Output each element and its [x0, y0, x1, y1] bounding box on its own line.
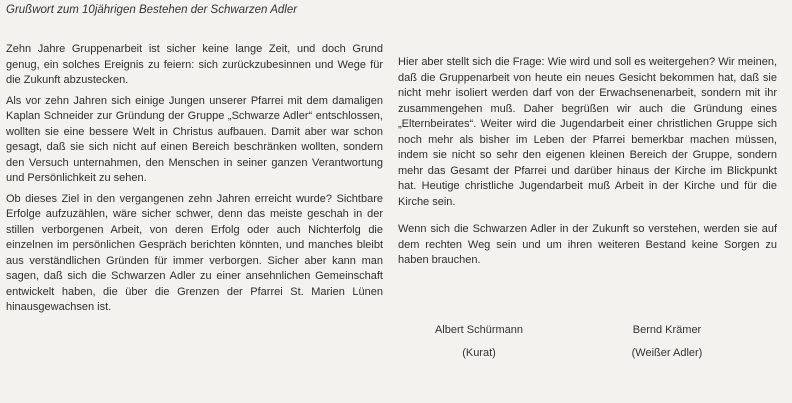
paragraph: Als vor zehn Jahren sich einige Jungen unserer Pfarrei mit dem damaligen Kaplan Schneider zur Gründung der Gruppe „Schwarze Adler“ entschlossen, wollten sie eine bessere Welt in Christus aufbauen. Damit aber war schon gesagt, daß sie sich nicht auf einen Bereich beschränken wollten, sondern den Versuch unternahmen, den Menschen in seiner ganzen Verantwortung und Persönlichkeit zu sehen. — [6, 94, 383, 184]
paragraph: Zehn Jahre Gruppenarbeit ist sicher keine lange Zeit, und doch Grund genug, ein solches Ereignis zu feiern: sich zurückzubesinnen und Wege für die Zukunft abzustecken. — [6, 43, 383, 86]
signature-2 — [592, 320, 742, 363]
page-title: Grußwort zum 10jährigen Bestehen der Schwarzen Adler — [6, 4, 298, 16]
signature-role: (Weißer Adler) — [631, 347, 703, 359]
right-column — [398, 55, 777, 274]
paragraph: Hier aber stellt sich die Frage: Wie wird und soll es weitergehen? Wir meinen, daß die Gruppenarbeit von heute ein neues Gesicht bekommen hat, daß sie nicht mehr isoliert werden darf von der Erwachsenenarbeit, sondern mit ihr zusammengehen muß. Daher begrüßen wir auch die Gründung eines „Elternbeirates“. Weiter wird die Jugendarbeit einer christlichen Gruppe sich noch mehr als bisher im Leben der Pfarrei bemerkbar machen müssen, indem sie nicht so sehr den eigenen kleinen Bereich der Gruppe, sondern mehr das Gesamt der Pfarrei und darüber hinaus der Kirche im Blickpunkt hat. Heutige christliche Jugendarbeit muß Arbeit in der Kirche und für die Kirche sein. — [398, 56, 777, 208]
paragraph: Ob dieses Ziel in den vergangenen zehn Jahren erreicht wurde? Sichtbare Erfolge aufzuzählen, wäre sicher schwer, denn das meiste geschah in der stillen verborgenen Arbeit, von deren Erfolg oder auch Nichterfolg die einzelnen im persönlichen Gespräch berichten könnten, und manches bleibt aus verständlichen Gründen für immer verborgen. Sicher aber kann man sagen, daß sich die Schwarzen Adler zu einer ansehnlichen Gemeinschaft entwickelt haben, die über die Grenzen der Pfarrei St. Marien Lünen hinausgewachsen ist. — [6, 192, 383, 313]
signature-1 — [404, 320, 554, 363]
signature-name: Bernd Krämer — [632, 324, 702, 336]
signature-role: (Kurat) — [462, 347, 496, 359]
signature-name: Albert Schürmann — [434, 324, 524, 336]
paragraph: Wenn sich die Schwarzen Adler in der Zukunft so verstehen, werden sie auf dem rechten Weg sein und um ihren weiteren Bestand keine Sorgen zu haben brauchen. — [398, 223, 777, 266]
left-column — [6, 42, 383, 321]
